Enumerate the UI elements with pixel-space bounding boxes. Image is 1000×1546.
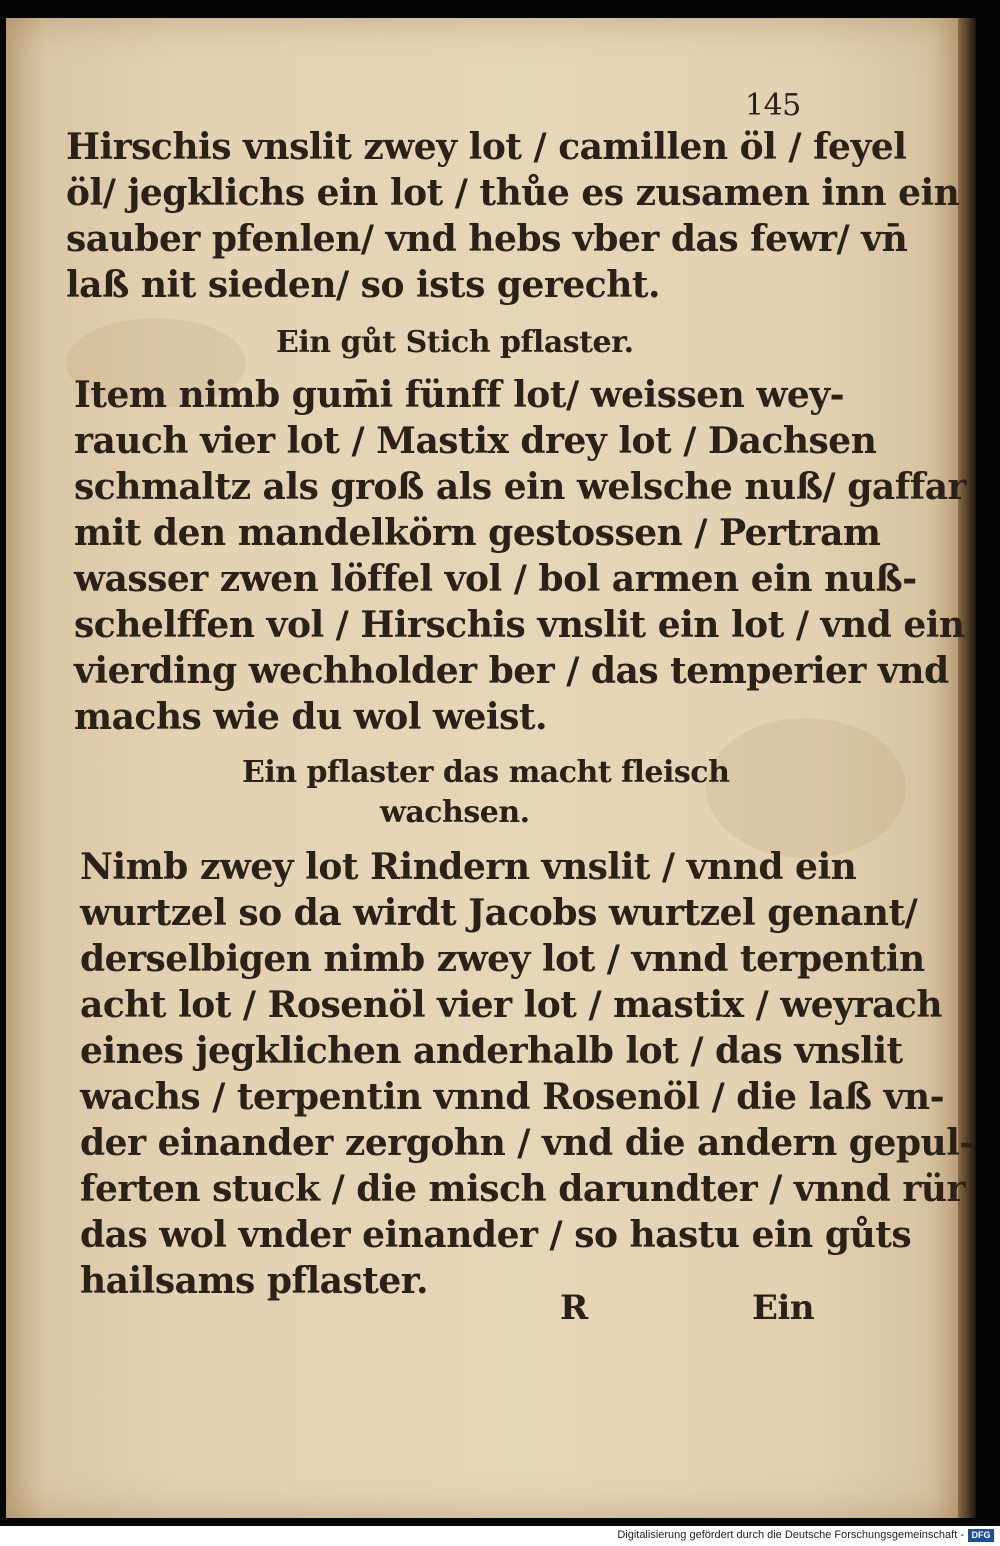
text-line: hailsams pflaster. — [80, 1260, 428, 1302]
catchword: Ein — [752, 1288, 815, 1328]
signature-mark: R — [560, 1288, 588, 1328]
text-line: öl/ jegklichs ein lot / thůe es zusamen inn ein — [66, 172, 960, 214]
section-heading: Ein gůt Stich pflaster. — [276, 325, 634, 360]
page-number: 145 — [745, 88, 801, 123]
text-line: sauber pfenlen/ vnd hebs vber das fewr/ vn̄ — [66, 218, 908, 260]
page-edge — [958, 18, 976, 1518]
section-heading: wachsen. — [380, 795, 530, 830]
text-line: rauch vier lot / Mastix drey lot / Dachsen — [74, 420, 877, 462]
text-line: derselbigen nimb zwey lot / vnnd terpentin — [80, 938, 925, 980]
text-line: Item nimb gum̄i fünff lot/ weissen wey- — [74, 374, 845, 416]
text-line: der einander zergohn / vnd die andern gepul- — [80, 1122, 974, 1164]
text-line: eines jegklichen anderhalb lot / das vnslit — [80, 1030, 903, 1072]
section-heading: Ein pflaster das macht fleisch — [242, 755, 730, 790]
paper-stain — [706, 718, 906, 858]
footer-bar — [0, 1526, 1000, 1546]
text-line: wasser zwen löffel vol / bol armen ein nuß- — [74, 558, 917, 600]
text-line: mit den mandelkörn gestossen / Pertram — [74, 512, 881, 554]
text-line: vierding wechholder ber / das temperier vnd — [74, 650, 949, 692]
text-line: das wol vnder einander / so hastu ein gůts — [80, 1214, 912, 1256]
text-line: schmaltz als groß als ein welsche nuß/ gaffar — [74, 466, 967, 508]
text-line: schelffen vol / Hirschis vnslit ein lot / vnd ein — [74, 604, 965, 646]
text-line: Nimb zwey lot Rindern vnslit / vnnd ein — [80, 846, 857, 888]
dfg-logo-icon: DFG — [968, 1529, 994, 1542]
text-line: machs wie du wol weist. — [74, 696, 548, 738]
text-line: ferten stuck / die misch darundter / vnnd rür — [80, 1168, 965, 1210]
text-line: wachs / terpentin vnnd Rosenöl / die laß vn- — [80, 1076, 945, 1118]
text-line: wurtzel so da wirdt Jacobs wurtzel genant/ — [80, 892, 918, 934]
text-line: Hirschis vnslit zwey lot / camillen öl / feyel — [66, 126, 907, 168]
text-line: acht lot / Rosenöl vier lot / mastix / weyrach — [80, 984, 943, 1026]
footer-credit: Digitalisierung gefördert durch die Deutsche Forschungsgemeinschaft - — [617, 1529, 964, 1541]
text-line: laß nit sieden/ so ists gerecht. — [66, 264, 661, 306]
